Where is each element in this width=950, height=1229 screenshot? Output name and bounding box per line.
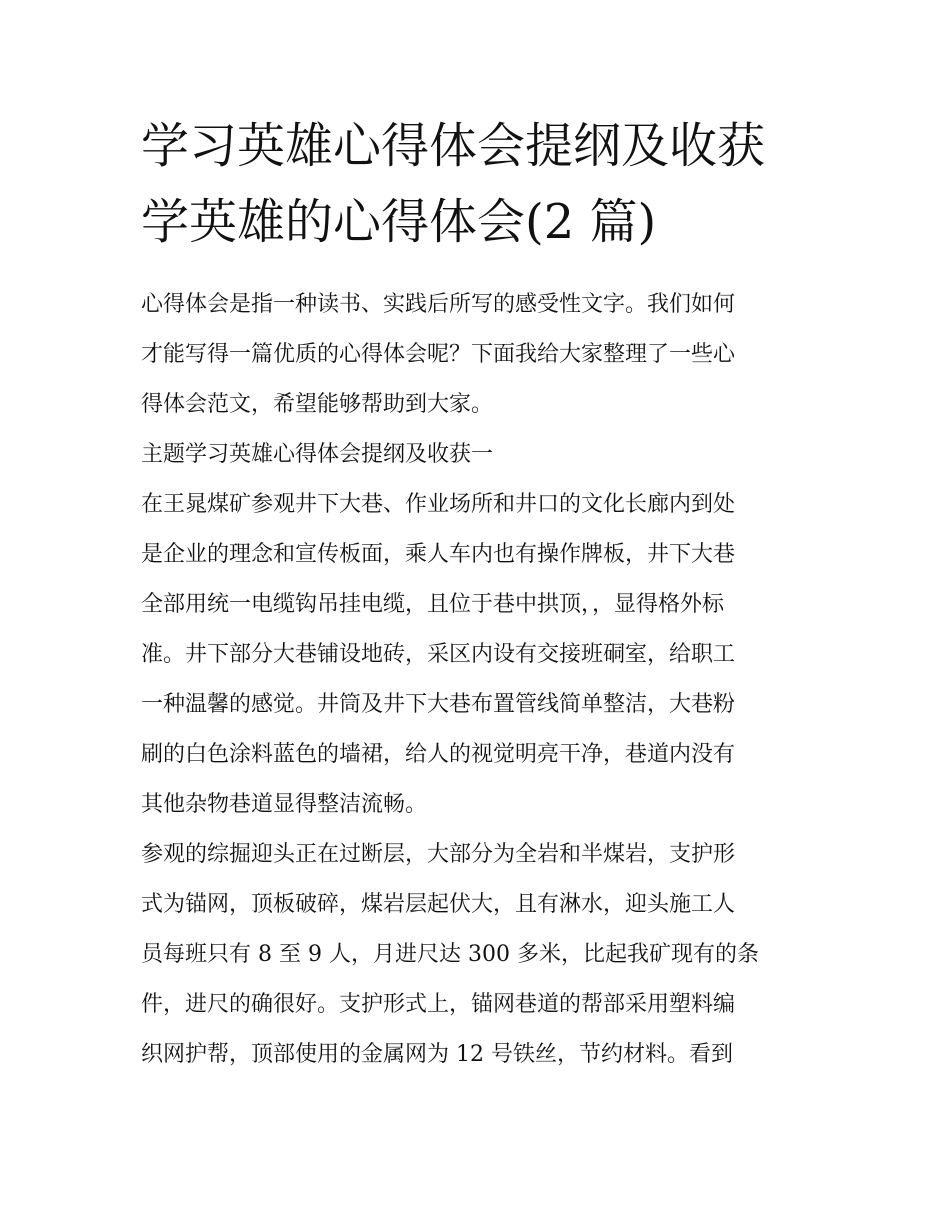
- document-page: [141, 108, 813, 1080]
- text-line: 才能写得一篇优质的心得体会呢？下面我给大家整理了一些心: [141, 342, 736, 367]
- document-title: [141, 108, 813, 260]
- section-heading: [141, 430, 813, 480]
- text-line: 一种温馨的感觉。井筒及井下大巷布置管线简单整洁，大巷粉: [141, 692, 736, 717]
- text-line: 员每班只有 8 至 9 人，月进尺达 300 多米，比起我矿现有的条: [141, 942, 759, 967]
- text-line: 心得体会是指一种读书、实践后所写的感受性文字。我们如何: [141, 292, 736, 317]
- text-line: 织网护帮，顶部使用的金属网为 12 号铁丝，节约材料。看到: [141, 1042, 733, 1067]
- document-body: [141, 280, 813, 1080]
- text-line: 全部用统一电缆钩吊挂电缆，且位于巷中拱顶，，显得格外标: [141, 592, 725, 617]
- text-line: 参观的综掘迎头正在过断层，大部分为全岩和半煤岩，支护形: [141, 842, 736, 867]
- title-line: 学英雄的心得体会(2 篇): [141, 194, 657, 250]
- text-line: 得体会范文，希望能够帮助到大家。: [141, 392, 494, 417]
- body-paragraph: [141, 480, 813, 830]
- text-line: 主题学习英雄心得体会提纲及收获一: [141, 442, 494, 467]
- body-paragraph: [141, 830, 813, 1080]
- intro-paragraph: [141, 280, 813, 430]
- text-line: 是企业的理念和宣传板面，乘人车内也有操作牌板，井下大巷: [141, 542, 736, 567]
- text-line: 在王晁煤矿参观井下大巷、作业场所和井口的文化长廊内到处: [141, 492, 736, 517]
- text-line: 式为锚网，顶板破碎，煤岩层起伏大，且有淋水，迎头施工人: [141, 892, 736, 917]
- text-line: 其他杂物巷道显得整洁流畅。: [141, 792, 428, 817]
- title-line: 学习英雄心得体会提纲及收获: [141, 118, 766, 174]
- text-line: 准。井下部分大巷铺设地砖，采区内设有交接班硐室，给职工: [141, 642, 736, 667]
- text-line: 刷的白色涂料蓝色的墙裙，给人的视觉明亮干净，巷道内没有: [141, 742, 736, 767]
- text-line: 件，进尺的确很好。支护形式上，锚网巷道的帮部采用塑料编: [141, 992, 736, 1017]
